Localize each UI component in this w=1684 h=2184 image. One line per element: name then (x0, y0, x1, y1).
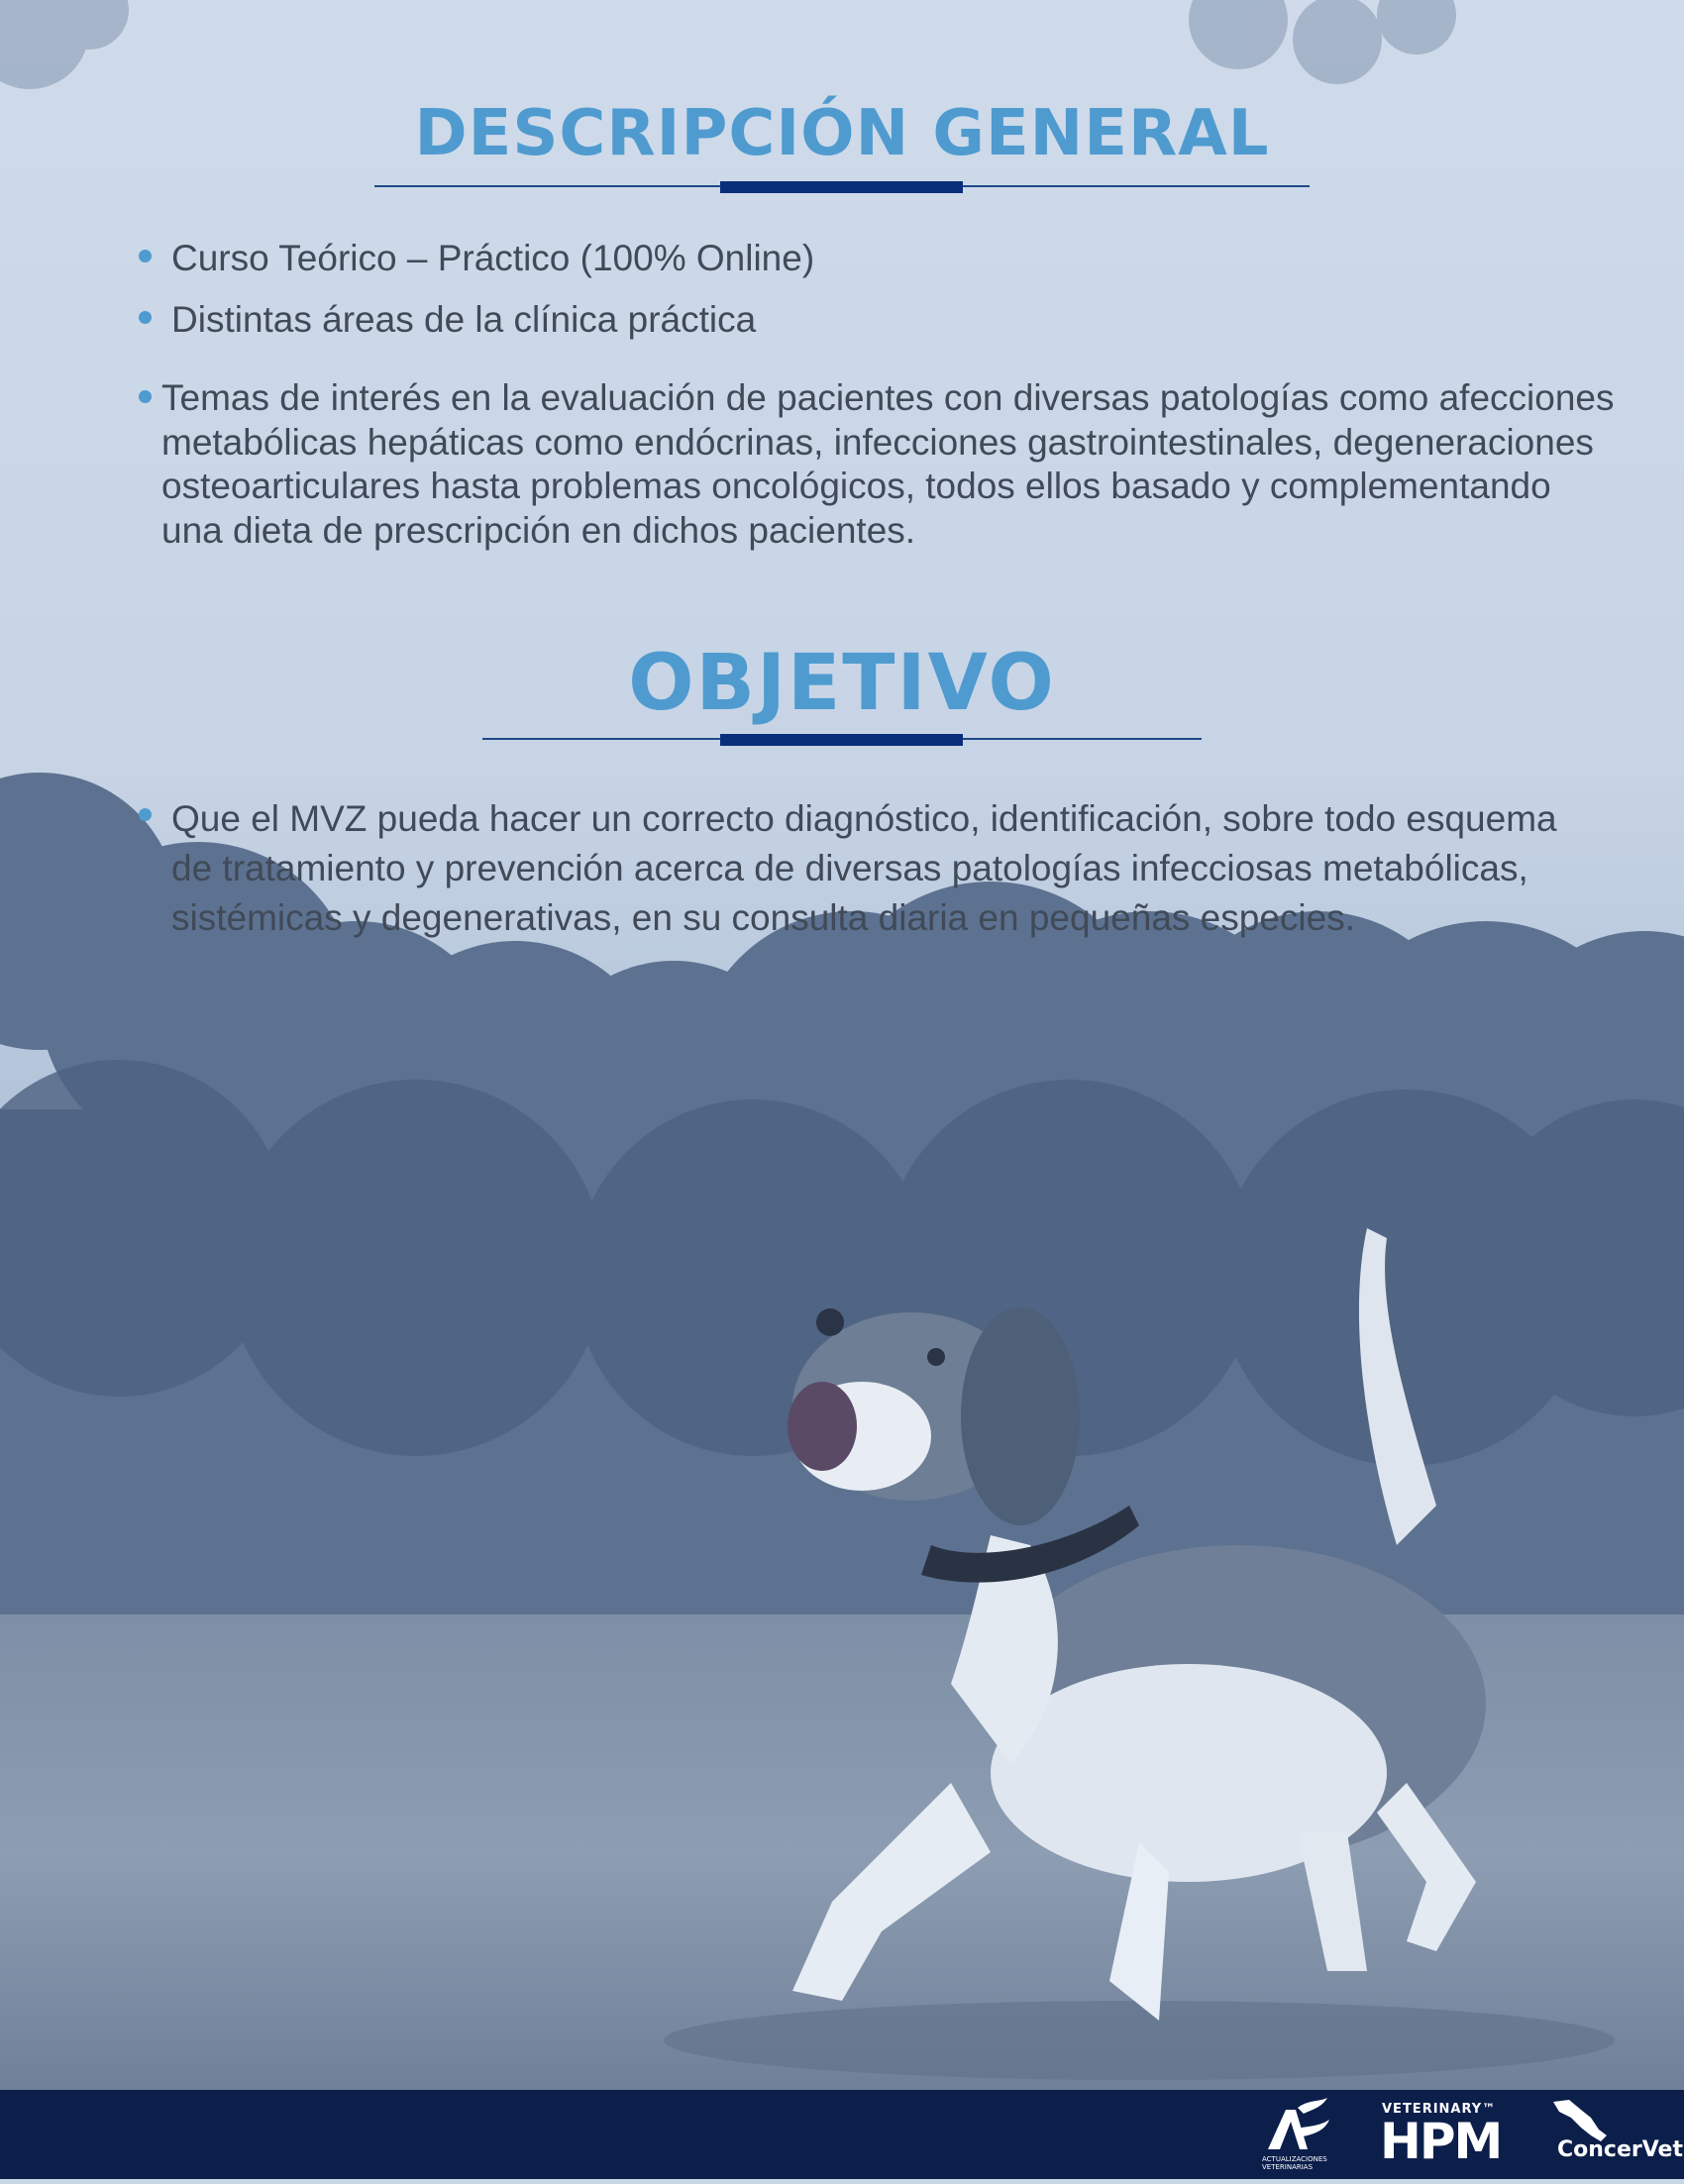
concervet-logo (1545, 2090, 1683, 2179)
objetivo-heading: OBJETIVO (628, 639, 1056, 728)
actualizaciones-veterinarias-logo (1258, 2090, 1337, 2179)
veterinary-hpm-logo (1372, 2090, 1530, 2179)
list-item (139, 236, 1526, 280)
list-item (139, 794, 1585, 943)
list-item (139, 297, 1526, 342)
concervet-logo-text: ConcerVet (1557, 2137, 1683, 2162)
list-item-text: Que el MVZ pueda hacer un correcto diagnóstico, identificación, sobre todo esquema de tratamiento y prevención acerca de diversas patologías infecciosas metabólicas, sistémicas y degenerativas, en su consulta diaria en pequeñas especies. (171, 798, 1557, 938)
bullet-dot (139, 250, 152, 262)
descripcion-general-heading: DESCRIPCIÓN GENERAL (414, 97, 1270, 170)
hpm-logo-main-text: HPM (1380, 2113, 1502, 2170)
bullet-dot (139, 390, 152, 403)
list-item (139, 376, 1615, 553)
list-item-text: Temas de interés en la evaluación de pacientes con diversas patologías como afecciones metabólicas hepáticas como endócrinas, infecciones gastrointestinales, degeneraciones osteoarticulares hasta problemas oncológicos, todos ellos basado y complementando una dieta de prescripción en dichos pacientes. (161, 377, 1615, 551)
bullet-dot (139, 808, 152, 821)
list-item-text: Curso Teórico – Práctico (100% Online) (171, 238, 815, 278)
list-item-text: Distintas áreas de la clínica práctica (171, 299, 757, 340)
heading-underline-accent (720, 734, 963, 746)
hpm-logo-top-text: VETERINARY™ (1382, 2102, 1497, 2117)
heading-underline-accent (720, 181, 963, 193)
bullet-dot (139, 311, 152, 324)
av-logo-caption: ACTUALIZACIONES VETERINARIAS (1262, 2155, 1327, 2171)
footer-bar (0, 2090, 1684, 2179)
